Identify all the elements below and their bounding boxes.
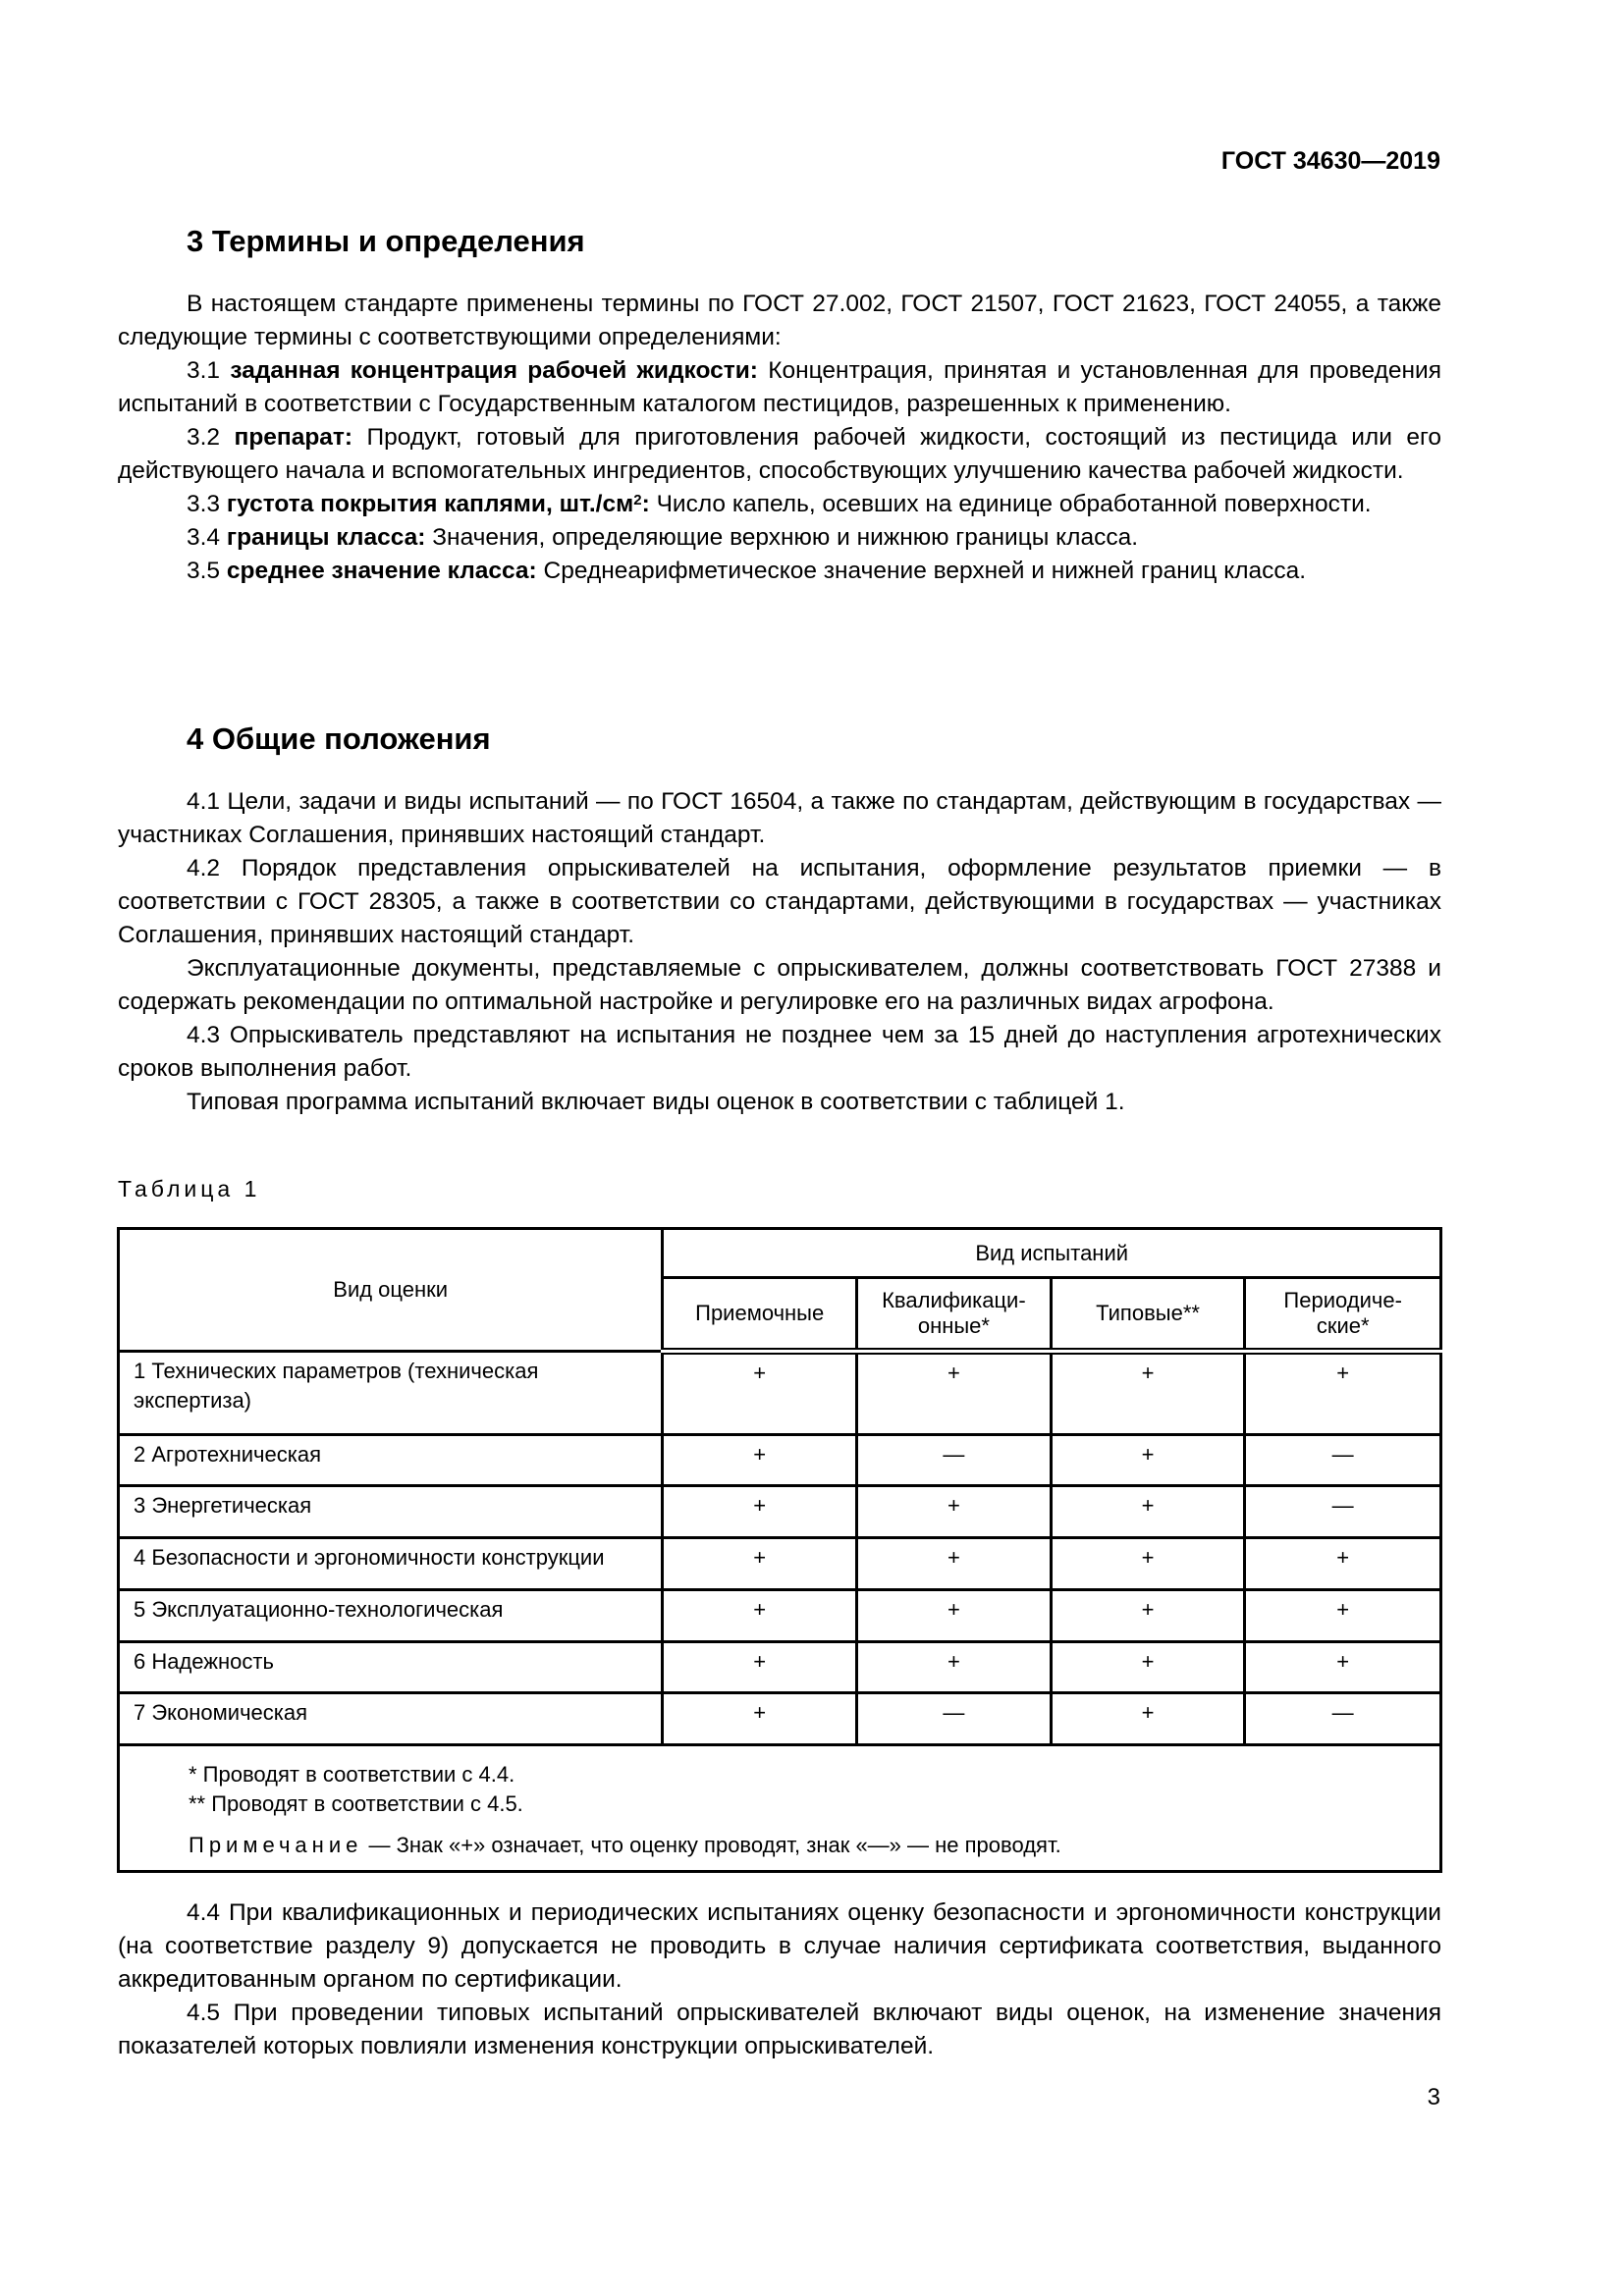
column-header: Приемочные [663, 1278, 857, 1352]
term-3-4: 3.4 границы класса: Значения, определяющие верхнюю и нижнюю границы класса. [187, 524, 1139, 551]
section-3-body [118, 288, 1441, 588]
table-notes-row [119, 1745, 1441, 1872]
footnote: * Проводят в соответствии с 4.4. [189, 1762, 515, 1787]
table-row: 3 Энергетическая + + + — [119, 1486, 1441, 1538]
paragraph-program: Типовая программа испытаний включает виды оценок в соответствии с таблицей 1. [187, 1089, 1125, 1115]
section-3-heading: 3 Термины и определения [187, 224, 585, 258]
footnote: ** Проводят в соответствии с 4.5. [189, 1791, 523, 1816]
paragraph-4-5: 4.5 При проведении типовых испытаний опрыскивателей включают виды оценок, на изменение значения показателей которых повлияли изменения конструкции опрыскивателей. [118, 2000, 1441, 2059]
term-3-2: 3.2 препарат: Продукт, готовый для приготовления рабочей жидкости, состоящий из пестицида или его действующего начала и вспомогательных ингредиентов, способствующих улучшению качества рабочей жидкости. [118, 424, 1441, 484]
evaluation-table [117, 1227, 1442, 1873]
table-row: 7 Экономическая + — + — [119, 1693, 1441, 1745]
column-group-header: Вид испытаний [663, 1229, 1441, 1278]
term-3-5: 3.5 среднее значение класса: Среднеарифметическое значение верхней и нижней границ класса. [187, 558, 1307, 584]
section-4-continued [118, 1896, 1441, 2063]
column-header: Периодиче- ские* [1245, 1278, 1441, 1352]
section-4-heading: 4 Общие положения [187, 721, 491, 756]
table-row: 6 Надежность + + + + [119, 1642, 1441, 1693]
section-3-intro: В настоящем стандарте применены термины по ГОСТ 27.002, ГОСТ 21507, ГОСТ 21623, ГОСТ 24055, а также следующие термины с соответствующими определениями: [118, 291, 1441, 350]
table-caption: Таблица 1 [118, 1176, 261, 1201]
term-3-3: 3.3 густота покрытия каплями, $шт./см^2$: Число капель, осевших на единице обработанной поверхности. [187, 491, 1372, 517]
table-row: 1 Технических параметров (техническая экспертиза) + + + + [119, 1352, 1441, 1435]
paragraph-operation-docs: Эксплуатационные документы, представляемые с опрыскивателем, должны соответствовать ГОСТ 27388 и содержать рекомендации по оптимальной настройке и регулировке его на различных видах агрофона. [118, 955, 1441, 1015]
paragraph-4-2: 4.2 Порядок представления опрыскивателей на испытания, оформление результатов приемки — в соответствии с ГОСТ 28305, а также в соответствии со стандартами, действующими в государствах — участниках Соглашения, принявших настоящий стандарт. [118, 855, 1441, 948]
section-4-body [118, 785, 1441, 1119]
paragraph-4-1: 4.1 Цели, задачи и виды испытаний — по ГОСТ 16504, а также по стандартам, действующим в государствах — участниках Соглашения, принявших настоящий стандарт. [118, 788, 1441, 848]
column-header: Типовые** [1051, 1278, 1245, 1352]
term-3-1: 3.1 заданная концентрация рабочей жидкости: Концентрация, принятая и установленная для проведения испытаний в соответствии с Государственным каталогом пестицидов, разрешенных к применению. [118, 357, 1441, 417]
column-header: Квалификаци- онные* [857, 1278, 1052, 1352]
paragraph-4-3: 4.3 Опрыскиватель представляют на испытания не позднее чем за 15 дней до наступления агротехнических сроков выполнения работ. [118, 1022, 1441, 1082]
table-note: Примечание — Знак «+» означает, что оценку проводят, знак «—» — не проводят. [189, 1833, 1061, 1857]
row-header: Вид оценки [119, 1229, 663, 1352]
paragraph-4-4: 4.4 При квалификационных и периодических испытаниях оценку безопасности и эргономичности конструкции (на соответствие разделу 9) допускается не проводить в случае наличия сертификата соответствия, выданного аккредитованным органом по сертификации. [118, 1899, 1441, 1993]
document-id-header: ГОСТ 34630—2019 [1220, 147, 1440, 175]
table-row: 4 Безопасности и эргономичности конструкции + + + + [119, 1538, 1441, 1590]
table-row: 5 Эксплуатационно-технологическая + + + + [119, 1590, 1441, 1642]
table-row: 2 Агротехническая + — + — [119, 1435, 1441, 1486]
page-number: 3 [1427, 2084, 1440, 2110]
